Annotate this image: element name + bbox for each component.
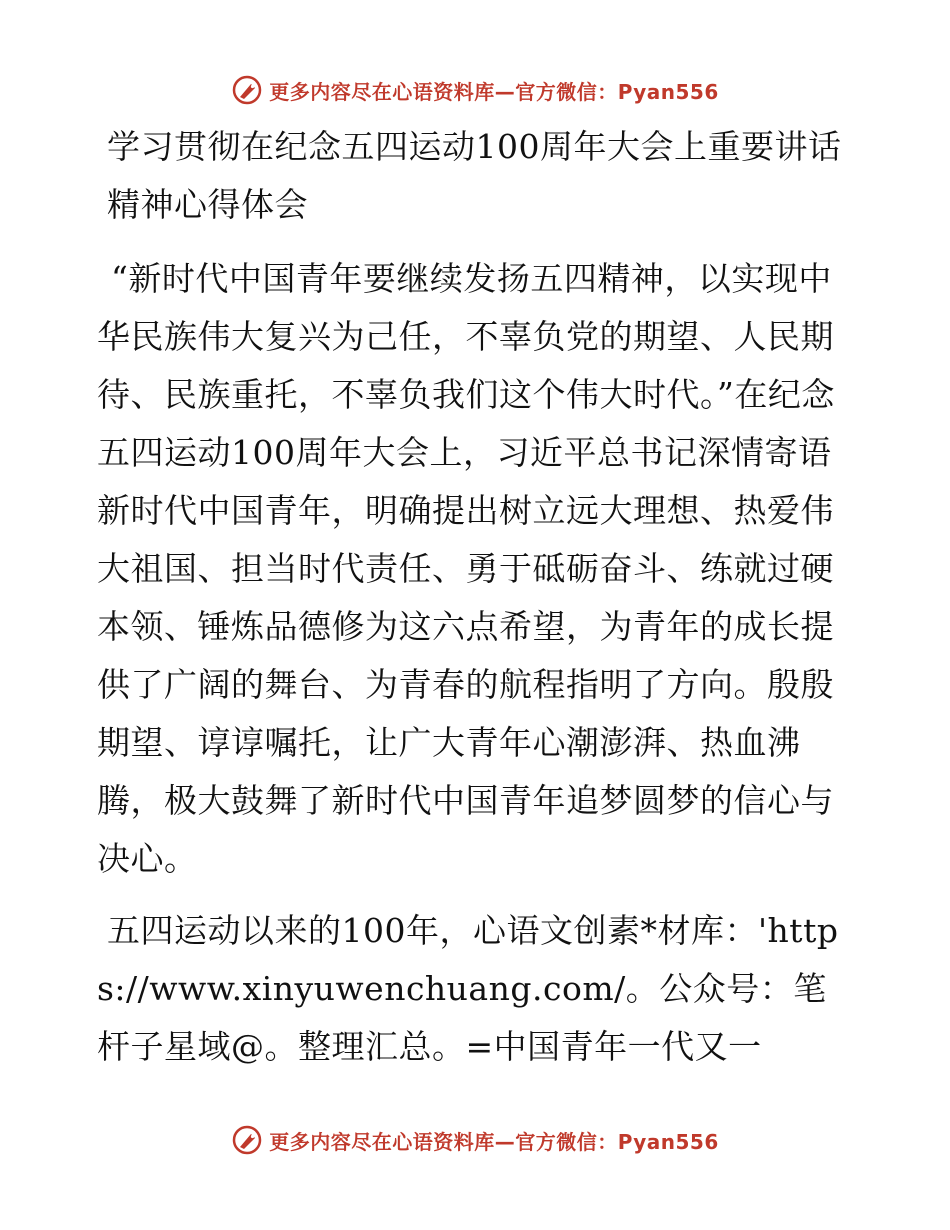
watermark-banner-bottom <box>0 1120 950 1160</box>
document-title: 学习贯彻在纪念五四运动100周年大会上重要讲话精神心得体会 <box>107 127 842 224</box>
paragraph-2: 五四运动以来的100年，心语文创素*材库：'https://www.xinyuwenchuang.com/。公众号：笔杆子星域@。整理汇总。=中国青年一代又一 <box>97 911 839 1066</box>
pen-nib-logo-icon <box>231 1124 263 1156</box>
paragraph-1: “新时代中国青年要继续发扬五四精神，以实现中华民族伟大复兴为己任，不辜负党的期望、人民期待、民族重托，不辜负我们这个伟大时代。”在纪念五四运动100周年大会上，习近平总书记深情寄语新时代中国青年，明确提出树立远大理想、热爱伟大祖国、担当时代责任、勇于砥砺奋斗、练就过硬本领、锤炼品德修为这六点希望，为青年的成长提供了广阔的舞台、为青春的航程指明了方向。殷殷期望、谆谆嘱托，让广大青年心潮澎湃、热血沸腾，极大鼓舞了新时代中国青年追梦圆梦的信心与决心。 <box>97 259 835 878</box>
watermark-text: 更多内容尽在心语资料库—官方微信：Pyan556 <box>269 1129 719 1154</box>
document-body <box>97 118 857 1090</box>
pen-nib-logo-icon <box>231 74 263 106</box>
watermark-text: 更多内容尽在心语资料库—官方微信：Pyan556 <box>269 79 719 104</box>
watermark-banner-top <box>0 70 950 110</box>
